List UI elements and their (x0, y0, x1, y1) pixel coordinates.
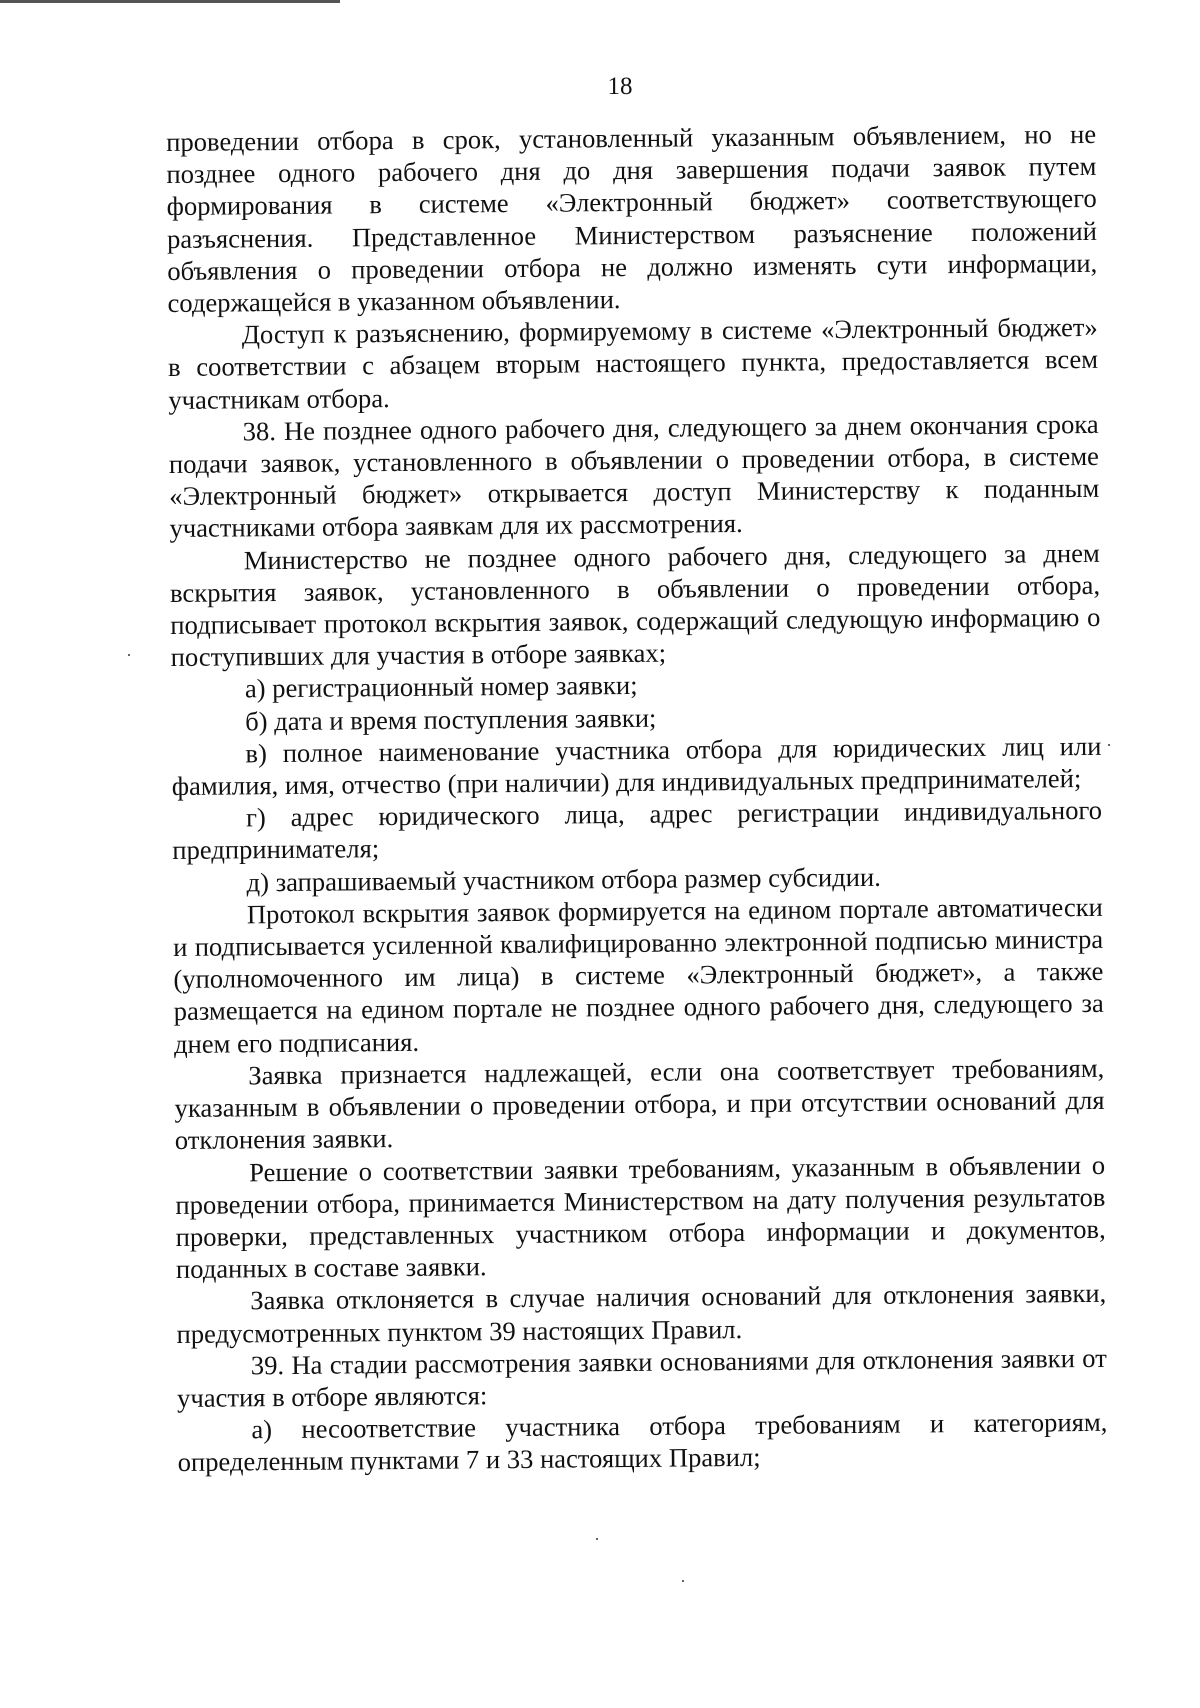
paragraph-compliance-decision: Решение о соответствии заявки требованиям, указанным в объявлении о проведении отбора, принимается Министерством на дату получения результатов проверки, представленных участником отбора информации и документов, поданных в составе заявки. (175, 1149, 1106, 1285)
page-number: 18 (607, 73, 633, 100)
scan-speck (682, 1580, 684, 1582)
scan-speck (128, 654, 130, 656)
paragraph-continuation: проведении отбора в срок, установленный указанным объявлением, но не позднее одного рабочего дня до дня завершения подачи заявок путем формирования в системе «Электронный бюджет» соответствующего разъяснения. Представленное Министерством разъяснение положений объявления о проведении отбора не должно изменять сути информации, содержащейся в указанном объявлении. (166, 118, 1098, 319)
paragraph-opening-protocol: Министерство не позднее одного рабочего дня, следующего за днем вскрытия заявок, установленного в объявлении о проведении отбора, подписывает протокол вскрытия заявок, содержащий следующую информацию о поступивших для участия в отборе заявках; (169, 537, 1101, 673)
scan-speck (596, 1538, 598, 1540)
paragraph-application-rejection: Заявка отклоняется в случае наличия оснований для отклонения заявки, предусмотренных пунктом 39 настоящих Правил. (176, 1278, 1107, 1349)
scan-speck (1108, 744, 1110, 746)
list-item-g-address: г) адрес юридического лица, адрес регистрации индивидуального предпринимателя; (172, 795, 1103, 866)
list-item-v-full-name: в) полное наименование участника отбора для юридических лиц или фамилия, имя, отчество (при наличии) для индивидуальных предпринимателей; (171, 730, 1102, 802)
paragraph-access-clarification: Доступ к разъяснению, формируемому в системе «Электронный бюджет» в соответствии с абзацем вторым настоящего пункта, предоставляется всем участникам отбора. (167, 312, 1099, 415)
list-item-b-date-time: б) дата и время поступления заявки; (245, 702, 657, 736)
paragraph-item-39: 39. На стадии рассмотрения заявки основаниями для отклонения заявки от участия в отборе являются: (176, 1342, 1107, 1413)
paragraph-application-proper: Заявка признается надлежащей, если она соответствует требованиям, указанным в объявлении о проведении отбора, и при отсутствии оснований для отклонения заявки. (174, 1052, 1105, 1156)
paragraph-item-38: 38. Не позднее одного рабочего дня, следующего за днем окончания срока подачи заявок, установленного в объявлении о проведении отбора, в системе «Электронный бюджет» открывается доступ Министерству к поданным участниками отбора заявкам для их рассмотрения. (168, 408, 1100, 544)
document-body (166, 118, 1108, 1479)
scan-edge (0, 0, 1200, 3)
list-item-d-subsidy-amount: д) запрашиваемый участником отбора размер субсидии. (246, 861, 881, 897)
paragraph-protocol-signing: Протокол вскрытия заявок формируется на едином портале автоматически и подписывается усиленной квалифицированно электронной подписью министра (уполномоченного им лица) в системе «Электронный бюджет», а также размещается на едином портале не позднее одного рабочего дня, следующего за днем его подписания. (173, 891, 1104, 1059)
list-item-a-noncompliance: а) несоответствие участника отбора требованиям и категориям, определенным пунктами 7 и 33 настоящих Правил; (177, 1406, 1108, 1478)
list-item-a-registration-number: а) регистрационный номер заявки; (244, 670, 638, 704)
